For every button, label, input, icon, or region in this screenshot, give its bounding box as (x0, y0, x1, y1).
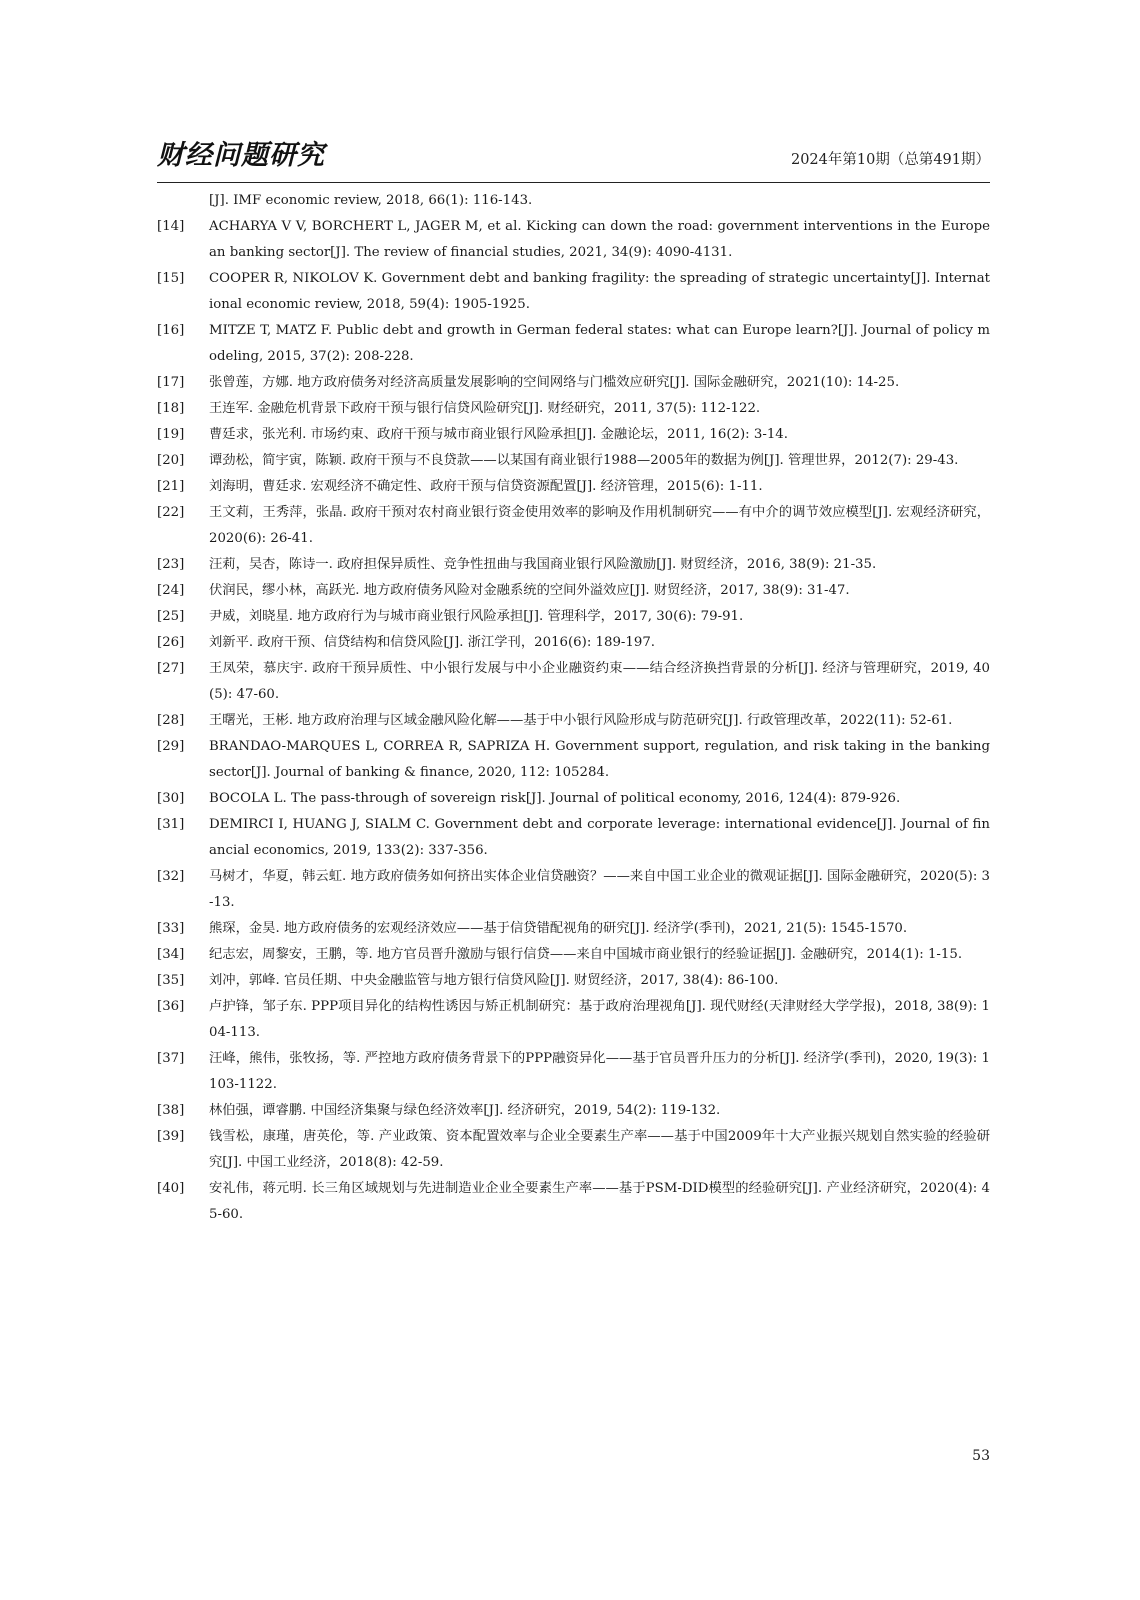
reference-number: [33] (157, 921, 185, 936)
reference-item (157, 500, 990, 552)
reference-text: 谭劲松，简宇寅，陈颖. 政府干预与不良贷款——以某国有商业银行1988—2005年的数据为例[J]. 管理世界，2012(7): 29-43. (209, 453, 959, 468)
reference-item (157, 630, 990, 656)
reference-number: [40] (157, 1181, 185, 1196)
reference-number: [30] (157, 791, 185, 806)
reference-item (157, 916, 990, 942)
reference-number: [34] (157, 947, 185, 962)
reference-number: [16] (157, 323, 185, 338)
reference-text: COOPER R, NIKOLOV K. Government debt and banking fragility: the spreading of strategic uncertainty[J]. International economic review, 2018, 59(4): 1905-1925. (209, 271, 990, 312)
reference-item (157, 812, 990, 864)
reference-text: 刘新平. 政府干预、信贷结构和信贷风险[J]. 浙江学刊，2016(6): 189-197. (209, 635, 656, 650)
page-number: 53 (972, 1448, 990, 1464)
reference-number: [38] (157, 1103, 185, 1118)
page-header (157, 138, 990, 180)
reference-number: [32] (157, 869, 185, 884)
reference-text: 马树才，华夏，韩云虹. 地方政府债务如何挤出实体企业信贷融资？——来自中国工业企业的微观证据[J]. 国际金融研究，2020(5): 3-13. (209, 869, 990, 910)
reference-item (157, 708, 990, 734)
reference-text: BRANDAO-MARQUES L, CORREA R, SAPRIZA H. Government support, regulation, and risk taking in the banking sector[J]. Journal of banking & finance, 2020, 112: 105284. (209, 739, 990, 780)
reference-number: [22] (157, 505, 185, 520)
reference-number: [28] (157, 713, 185, 728)
reference-list (157, 188, 990, 1228)
reference-item (157, 318, 990, 370)
reference-text: 林伯强，谭睿鹏. 中国经济集聚与绿色经济效率[J]. 经济研究，2019, 54(2): 119-132. (209, 1103, 721, 1118)
reference-item (157, 214, 990, 266)
reference-text: 曹廷求，张光利. 市场约束、政府干预与城市商业银行风险承担[J]. 金融论坛，2011, 16(2): 3-14. (209, 427, 788, 442)
reference-text: 汪莉，吴杏，陈诗一. 政府担保异质性、竞争性扭曲与我国商业银行风险激励[J]. 财贸经济，2016, 38(9): 21-35. (209, 557, 877, 572)
reference-number: [25] (157, 609, 185, 624)
reference-number: [18] (157, 401, 185, 416)
reference-text: 卢护锋，邹子东. PPP项目异化的结构性诱因与矫正机制研究：基于政府治理视角[J]. 现代财经(天津财经大学学报)，2018, 38(9): 104-113. (209, 999, 990, 1040)
reference-item (157, 552, 990, 578)
reference-item (157, 786, 990, 812)
reference-item (157, 656, 990, 708)
reference-item (157, 422, 990, 448)
reference-number: [17] (157, 375, 185, 390)
reference-text: ACHARYA V V, BORCHERT L, JAGER M, et al. Kicking can down the road: government interventions in the European banking sector[J]. The review of financial studies, 2021, 34(9): 4090-4131. (209, 219, 990, 260)
reference-number: [24] (157, 583, 185, 598)
reference-text: 汪峰，熊伟，张牧扬，等. 严控地方政府债务背景下的PPP融资异化——基于官员晋升压力的分析[J]. 经济学(季刊)，2020, 19(3): 1103-1122. (209, 1051, 990, 1092)
reference-text: DEMIRCI I, HUANG J, SIALM C. Government debt and corporate leverage: international evidence[J]. Journal of financial economics, 2019, 133(2): 337-356. (209, 817, 990, 858)
reference-text: 钱雪松，康瑾，唐英伦，等. 产业政策、资本配置效率与企业全要素生产率——基于中国2009年十大产业振兴规划自然实验的经验研究[J]. 中国工业经济，2018(8): 42-59. (209, 1129, 990, 1170)
reference-item (157, 968, 990, 994)
reference-item (157, 474, 990, 500)
reference-text: 安礼伟，蒋元明. 长三角区域规划与先进制造业企业全要素生产率——基于PSM-DID模型的经验研究[J]. 产业经济研究，2020(4): 45-60. (209, 1181, 990, 1222)
reference-number: [29] (157, 739, 185, 754)
reference-item (157, 396, 990, 422)
reference-number: [37] (157, 1051, 185, 1066)
reference-item (157, 994, 990, 1046)
reference-item (157, 1176, 990, 1228)
reference-number: [26] (157, 635, 185, 650)
reference-item (157, 1046, 990, 1098)
journal-logo: 财经问题研究 (157, 140, 325, 171)
reference-item (157, 188, 990, 214)
reference-number: [31] (157, 817, 185, 832)
reference-number: [21] (157, 479, 185, 494)
reference-text: 熊琛，金昊. 地方政府债务的宏观经济效应——基于信贷错配视角的研究[J]. 经济学(季刊)，2021, 21(5): 1545-1570. (209, 921, 908, 936)
issue-info: 2024年第10期（总第491期） (790, 152, 990, 168)
reference-item (157, 370, 990, 396)
reference-item (157, 734, 990, 786)
reference-text: 伏润民，缪小林，高跃光. 地方政府债务风险对金融系统的空间外溢效应[J]. 财贸经济，2017, 38(9): 31-47. (209, 583, 850, 598)
reference-text: MITZE T, MATZ F. Public debt and growth in German federal states: what can Europe learn?[J]. Journal of policy modeling, 2015, 37(2): 208-228. (209, 323, 990, 364)
reference-number: [35] (157, 973, 185, 988)
reference-text: 王连军. 金融危机背景下政府干预与银行信贷风险研究[J]. 财经研究，2011, 37(5): 112-122. (209, 401, 761, 416)
reference-text: 尹威，刘晓星. 地方政府行为与城市商业银行风险承担[J]. 管理科学，2017, 30(6): 79-91. (209, 609, 744, 624)
reference-number: [23] (157, 557, 185, 572)
reference-number: [19] (157, 427, 185, 442)
reference-item (157, 448, 990, 474)
reference-number: [27] (157, 661, 185, 676)
reference-text: BOCOLA L. The pass-through of sovereign risk[J]. Journal of political economy, 2016, 124(4): 879-926. (209, 791, 901, 806)
reference-item (157, 604, 990, 630)
reference-text: 纪志宏，周黎安，王鹏，等. 地方官员晋升激励与银行信贷——来自中国城市商业银行的经验证据[J]. 金融研究，2014(1): 1-15. (209, 947, 963, 962)
reference-item (157, 1098, 990, 1124)
reference-text: 刘海明，曹廷求. 宏观经济不确定性、政府干预与信贷资源配置[J]. 经济管理，2015(6): 1-11. (209, 479, 763, 494)
reference-item (157, 864, 990, 916)
reference-number: [36] (157, 999, 185, 1014)
reference-item (157, 1124, 990, 1176)
reference-text: 刘冲，郭峰. 官员任期、中央金融监管与地方银行信贷风险[J]. 财贸经济，2017, 38(4): 86-100. (209, 973, 779, 988)
reference-item (157, 266, 990, 318)
reference-text: 王曙光，王彬. 地方政府治理与区域金融风险化解——基于中小银行风险形成与防范研究[J]. 行政管理改革，2022(11): 52-61. (209, 713, 953, 728)
reference-text: 王文莉，王秀萍，张晶. 政府干预对农村商业银行资金使用效率的影响及作用机制研究——有中介的调节效应模型[J]. 宏观经济研究，2020(6): 26-41. (209, 505, 990, 546)
header-rule (157, 182, 990, 183)
reference-text: 张曾莲，方娜. 地方政府债务对经济高质量发展影响的空间网络与门槛效应研究[J]. 国际金融研究，2021(10): 14-25. (209, 375, 900, 390)
reference-text: [J]. IMF economic review, 2018, 66(1): 116-143. (209, 193, 533, 208)
reference-number: [39] (157, 1129, 185, 1144)
reference-number: [20] (157, 453, 185, 468)
reference-number: [14] (157, 219, 185, 234)
reference-text: 王凤荣，慕庆宇. 政府干预异质性、中小银行发展与中小企业融资约束——结合经济换挡背景的分析[J]. 经济与管理研究，2019, 40(5): 47-60. (209, 661, 990, 702)
reference-item (157, 942, 990, 968)
reference-item (157, 578, 990, 604)
reference-number: [15] (157, 271, 185, 286)
